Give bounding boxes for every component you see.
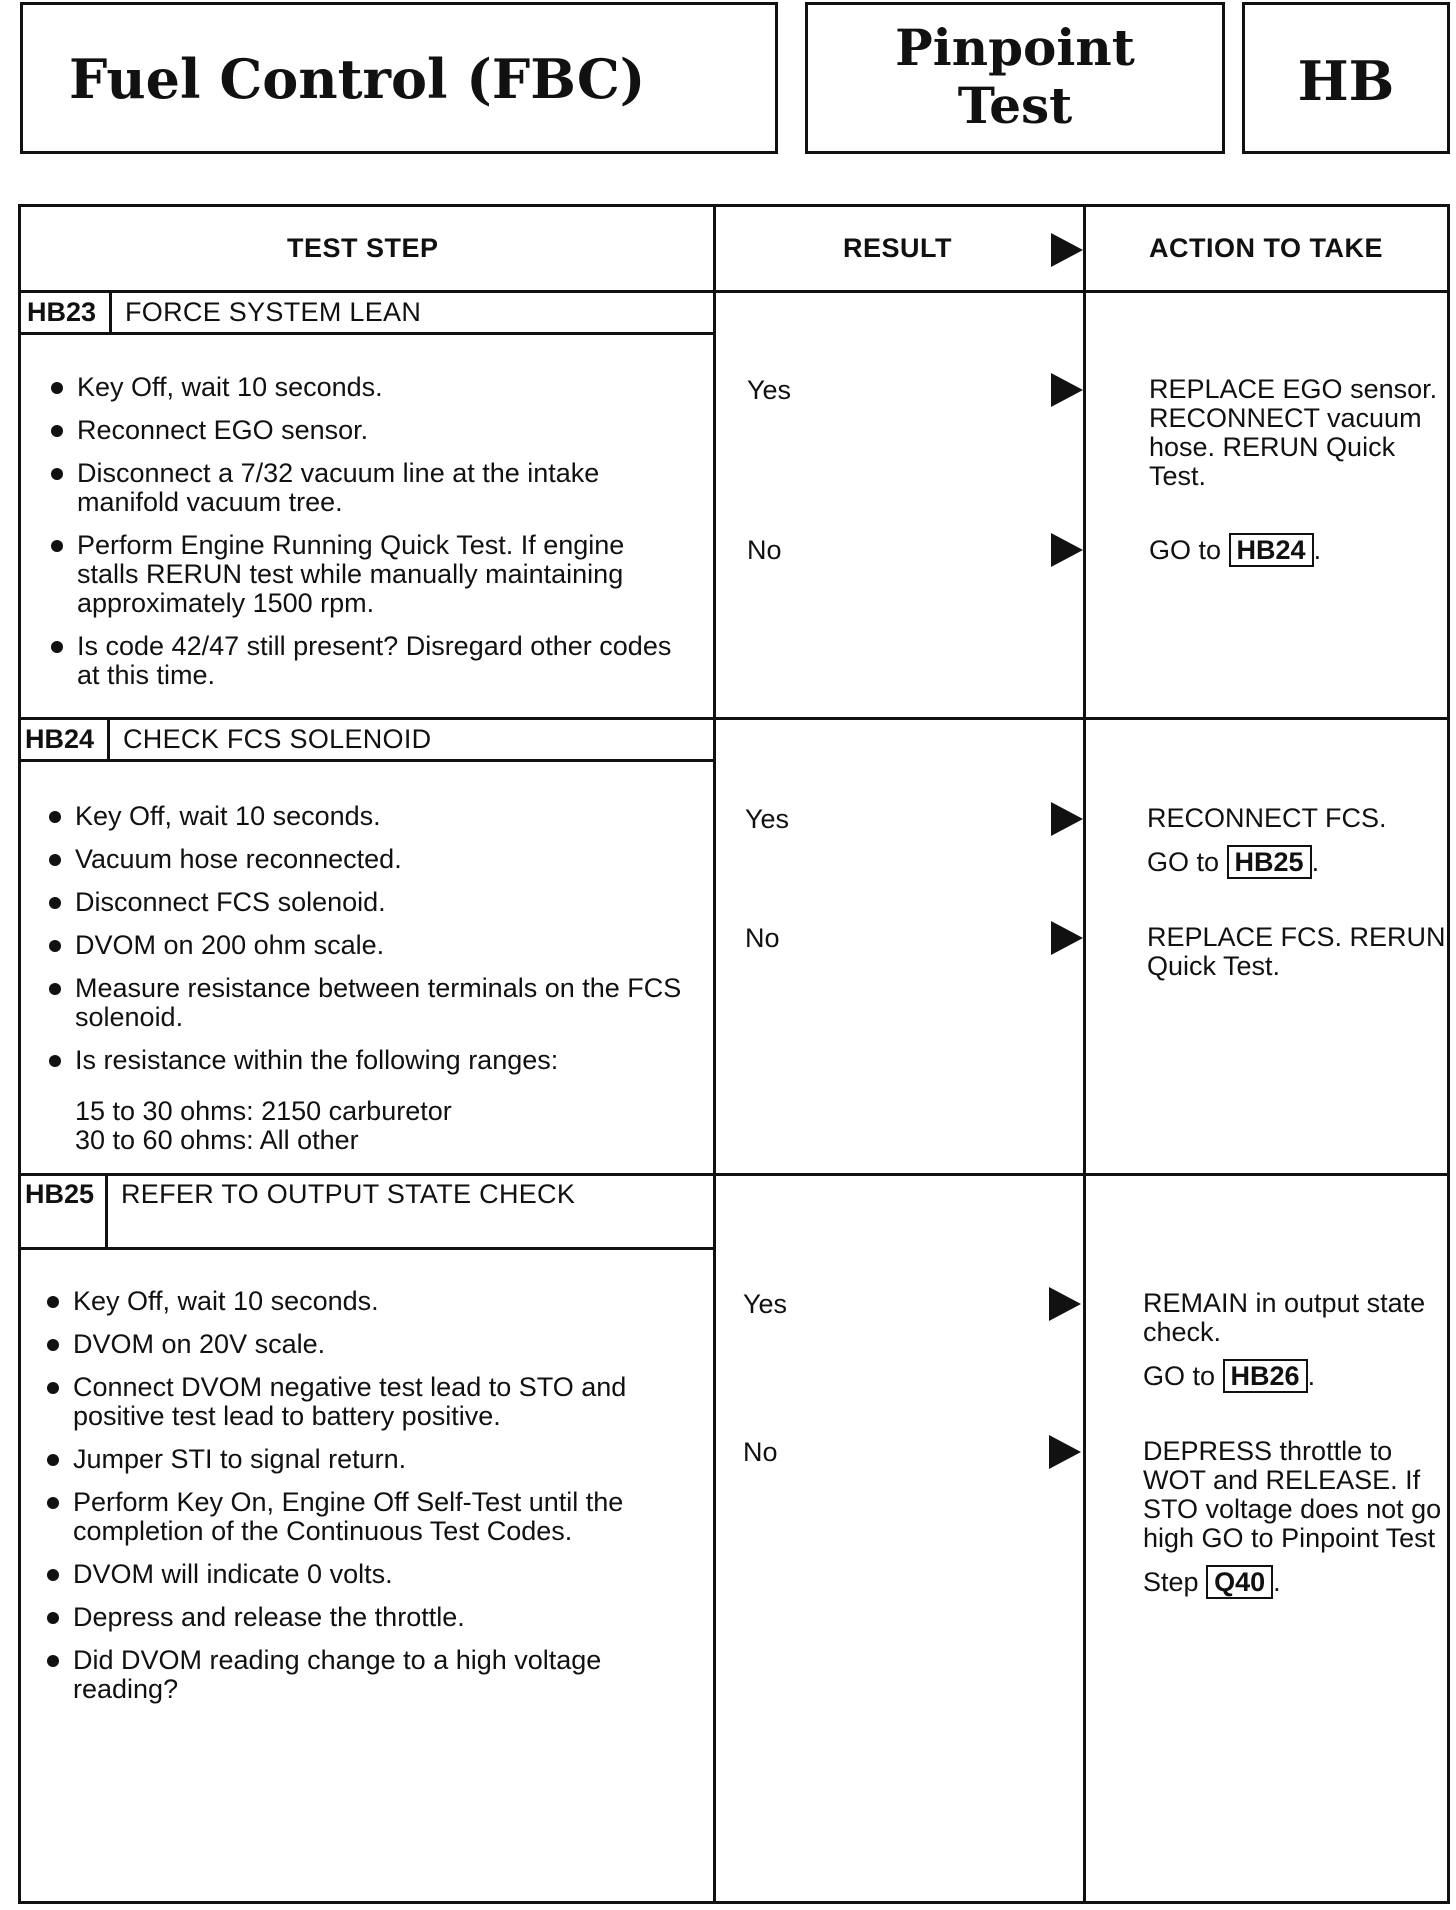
step-id-hb24: HB24 [25, 724, 95, 754]
hb25-bullet: Perform Key On, Engine Off Self-Test until the completion of the Continuous Test Codes. [45, 1488, 685, 1546]
pinpoint-test-box [805, 2, 1225, 154]
hb23-bottom-divider [21, 717, 1447, 720]
step-title-hb25: REFER TO OUTPUT STATE CHECK [121, 1179, 576, 1209]
hb25-yes-suffix: . [1307, 1361, 1316, 1391]
hb24-bullet: Is resistance within the following ranges: [47, 1046, 687, 1075]
hb24-no-arrow-icon [1051, 921, 1083, 955]
hb25-title-underline [21, 1247, 713, 1250]
hb24-no-action: REPLACE FCS. RERUN Quick Test. [1147, 922, 1446, 981]
hb23-bullet: Reconnect EGO sensor. [49, 416, 689, 445]
hb24-no-label: No [745, 923, 780, 953]
hb25-bullet: Connect DVOM negative test lead to STO and positive test lead to battery positive. [45, 1373, 685, 1431]
column-divider-action [1083, 207, 1086, 1901]
hb24-yes-prefix: GO to [1147, 847, 1220, 877]
hb24-bullet: Disconnect FCS solenoid. [47, 888, 687, 917]
pinpoint-line-2: Test [957, 76, 1073, 135]
hb23-no-prefix: GO to [1149, 535, 1222, 565]
hb23-no-label: No [747, 535, 782, 565]
hb23-bullet: Is code 42/47 still present? Disregard other codes at this time. [49, 632, 689, 690]
ref-q40[interactable]: Q40 [1206, 1565, 1273, 1599]
hb25-bullet: Key Off, wait 10 seconds. [45, 1287, 685, 1316]
hb24-range-1: 15 to 30 ohms: 2150 carburetor [75, 1096, 452, 1126]
hb23-yes-action: REPLACE EGO sensor. RECONNECT vacuum hose. RERUN Quick Test. [1149, 374, 1438, 491]
step-title-hb24: CHECK FCS SOLENOID [123, 724, 432, 754]
hb24-yes-action [1147, 804, 1447, 879]
hb24-yes-label: Yes [745, 804, 790, 834]
hb24-yes-line-1: RECONNECT FCS. [1147, 803, 1387, 833]
hb25-yes-action [1143, 1289, 1443, 1393]
hb23-bullet: Disconnect a 7/32 vacuum line at the intake manifold vacuum tree. [49, 459, 689, 517]
hb23-no-arrow-icon [1051, 533, 1083, 567]
hb25-bullet: DVOM will indicate 0 volts. [45, 1560, 685, 1589]
hb24-yes-arrow-icon [1051, 802, 1083, 836]
column-header-result: RESULT [843, 233, 952, 263]
hb25-instructions [45, 1287, 685, 1718]
step-id-hb25: HB25 [25, 1179, 95, 1209]
hb23-title-underline [21, 332, 713, 335]
hb23-no-action [1149, 533, 1449, 567]
hb25-no-action [1143, 1437, 1443, 1599]
hb23-yes-label: Yes [747, 375, 792, 405]
test-code: HB [1297, 49, 1395, 113]
hb25-no-label: No [743, 1437, 778, 1467]
hb24-bullet: Measure resistance between terminals on the FCS solenoid. [47, 974, 687, 1032]
hb23-no-suffix: . [1313, 535, 1322, 565]
hb23-yes-arrow-icon [1051, 373, 1083, 407]
hb23-bullet: Key Off, wait 10 seconds. [49, 373, 689, 402]
ref-hb24[interactable]: HB24 [1229, 533, 1314, 567]
hb24-bottom-divider [21, 1173, 1447, 1176]
hb25-yes-line-1: REMAIN in output state check. [1143, 1288, 1426, 1347]
hb25-bullet: Did DVOM reading change to a high voltage reading? [45, 1646, 685, 1704]
test-code-box [1242, 2, 1450, 154]
column-header-test-step: TEST STEP [287, 233, 439, 263]
ref-hb25[interactable]: HB25 [1227, 845, 1312, 879]
column-divider-result [713, 207, 716, 1901]
page-title: Fuel Control (FBC) [69, 47, 646, 111]
hb25-yes-arrow-icon [1049, 1287, 1081, 1321]
step-id-hb23: HB23 [27, 297, 97, 327]
hb24-range-2: 30 to 60 ohms: All other [75, 1125, 359, 1155]
hb25-no-arrow-icon [1049, 1435, 1081, 1469]
hb24-bullet: Vacuum hose reconnected. [47, 845, 687, 874]
hb24-id-divider [107, 717, 110, 759]
hb24-bullet: DVOM on 200 ohm scale. [47, 931, 687, 960]
step-title-hb23: FORCE SYSTEM LEAN [125, 297, 422, 327]
test-table [18, 204, 1450, 1904]
header-divider [21, 290, 1447, 293]
pinpoint-line-1: Pinpoint [895, 18, 1135, 77]
header-arrow-icon [1051, 233, 1083, 267]
hb23-instructions [49, 373, 689, 704]
hb25-yes-label: Yes [743, 1289, 788, 1319]
hb25-no-prefix: Step [1143, 1567, 1199, 1597]
hb25-no-line-1: DEPRESS throttle to WOT and RELEASE. If STO voltage does not go high GO to Pinpoint Test [1143, 1436, 1442, 1553]
hb24-title-underline [21, 759, 713, 762]
hb25-bullet: Jumper STI to signal return. [45, 1445, 685, 1474]
ref-hb26[interactable]: HB26 [1223, 1359, 1308, 1393]
hb24-yes-suffix: . [1311, 847, 1320, 877]
hb24-bullet: Key Off, wait 10 seconds. [47, 802, 687, 831]
hb24-instructions [47, 802, 687, 1089]
hb23-bullet: Perform Engine Running Quick Test. If engine stalls RERUN test while manually maintaining approximately 1500 rpm. [49, 531, 689, 618]
pinpoint-test-label [808, 19, 1222, 135]
hb23-id-divider [109, 290, 112, 332]
column-header-action: ACTION TO TAKE [1149, 233, 1383, 263]
hb25-yes-prefix: GO to [1143, 1361, 1216, 1391]
hb25-bullet: Depress and release the throttle. [45, 1603, 685, 1632]
hb25-no-suffix: . [1273, 1567, 1281, 1597]
hb25-id-divider [105, 1173, 108, 1247]
hb25-bullet: DVOM on 20V scale. [45, 1330, 685, 1359]
title-box [20, 2, 778, 154]
